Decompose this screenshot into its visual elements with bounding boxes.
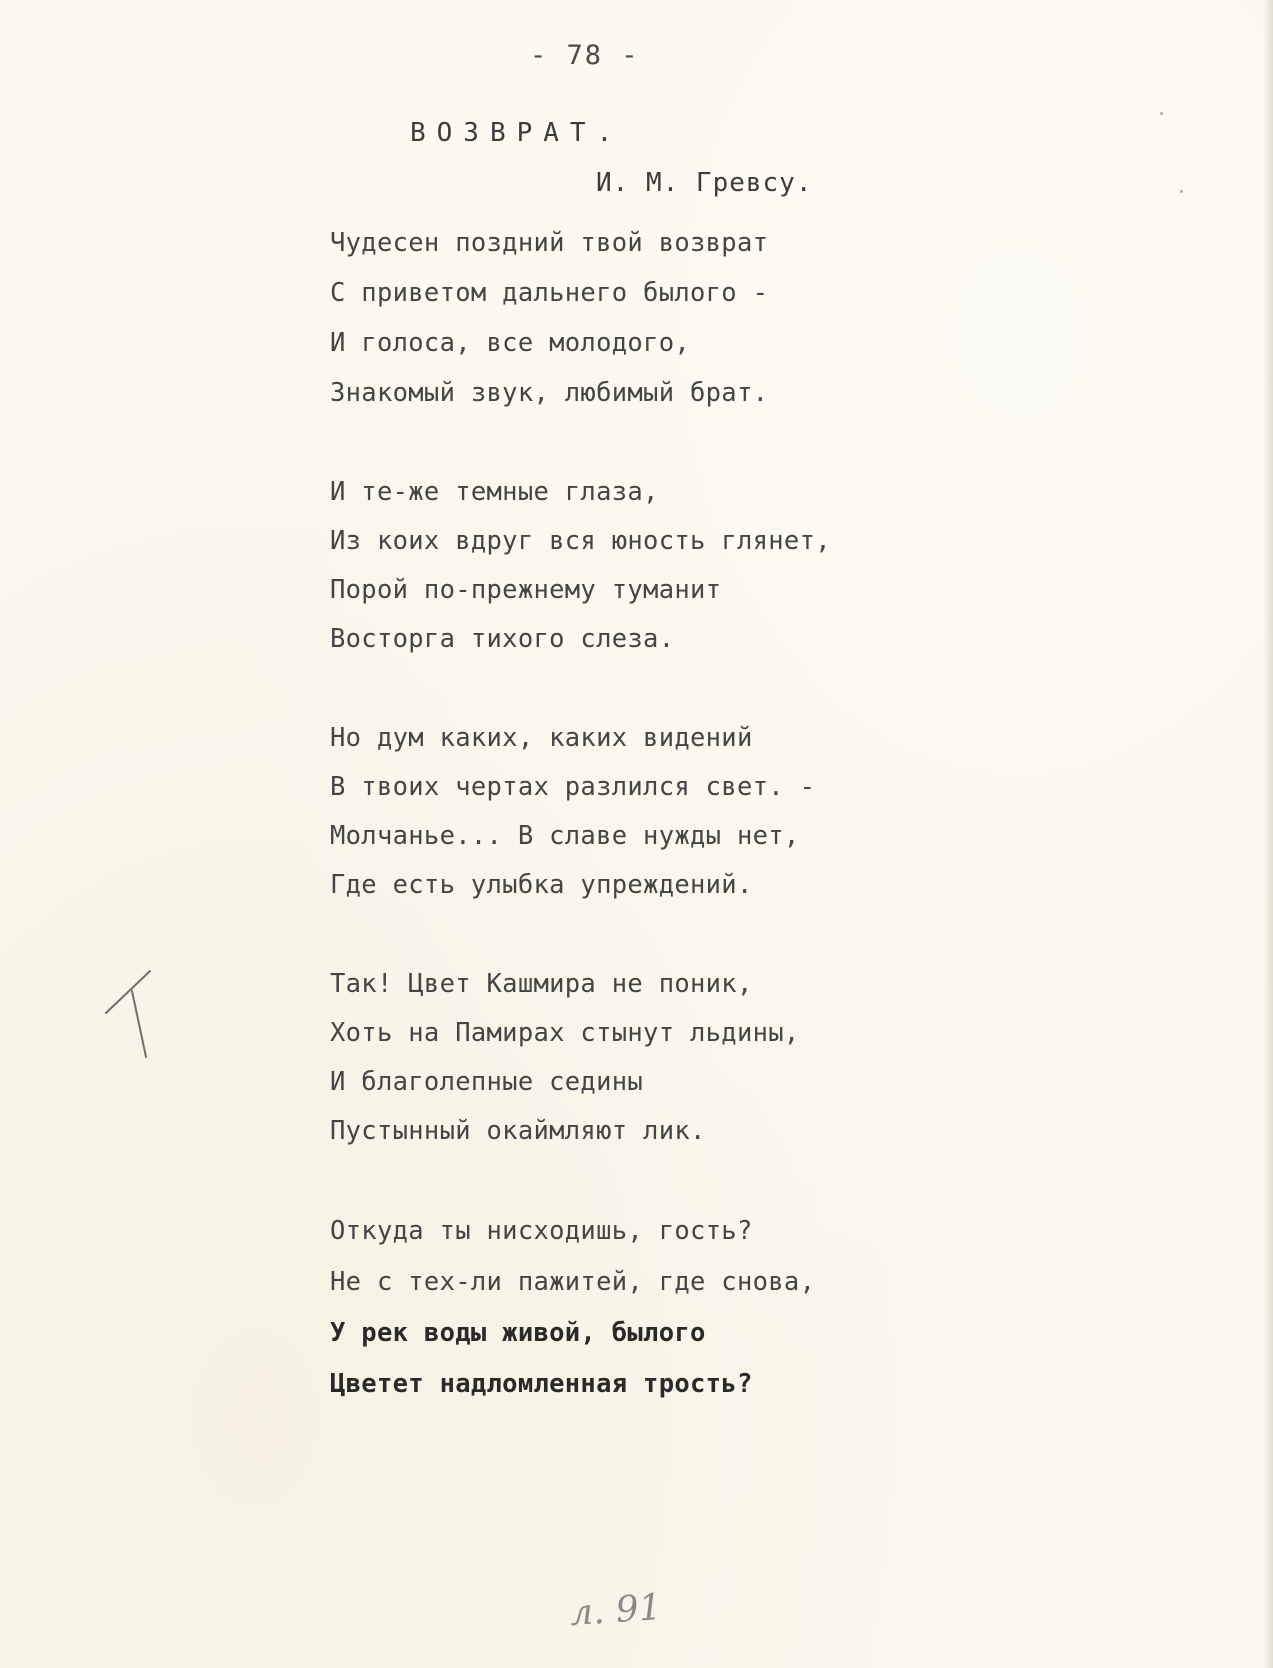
pencil-margin-mark-icon xyxy=(100,965,160,1065)
stanza xyxy=(330,714,1210,910)
poem-line: Пустынный окаймляют лик. xyxy=(330,1116,706,1146)
poem-line: Не с тех-ли пажитей, где снова, xyxy=(330,1267,816,1297)
poem-line: Откуда ты нисходишь, гость? xyxy=(330,1216,753,1246)
poem-line: Порой по-прежнему туманит xyxy=(330,575,722,605)
stanza xyxy=(330,218,1210,418)
poem-line: Знакомый звук, любимый брат. xyxy=(330,378,769,408)
archive-folio-mark: л. 91 xyxy=(568,1586,663,1635)
poem-line: И те-же темные глаза, xyxy=(330,477,659,507)
poem-title: ВОЗВРАТ. xyxy=(410,118,624,148)
poem-line: У рек воды живой, былого xyxy=(330,1318,706,1348)
poem-line: Чудесен поздний твой возврат xyxy=(330,228,769,258)
poem-line: С приветом дальнего былого - xyxy=(330,278,769,308)
poem-line: Из коих вдруг вся юность глянет, xyxy=(330,526,831,556)
stanza xyxy=(330,960,1210,1156)
page-number: - 78 - xyxy=(530,40,640,71)
stanza xyxy=(330,1206,1210,1410)
paper-speck xyxy=(1180,190,1183,193)
paper-speck xyxy=(1160,112,1163,115)
paper-edge-shadow xyxy=(1263,0,1273,1668)
poem-line: Молчанье... В славе нужды нет, xyxy=(330,821,800,851)
poem-line: И благолепные седины xyxy=(330,1067,644,1097)
poem-line: Но дум каких, каких видений xyxy=(330,723,753,753)
poem-line: Хоть на Памирах стынут льдины, xyxy=(330,1018,800,1048)
poem-line: В твоих чертах разлился свет. - xyxy=(330,772,816,802)
poem-line: Цветет надломленная трость? xyxy=(330,1369,753,1399)
poem-line: Восторга тихого слеза. xyxy=(330,624,675,654)
poem-dedication: И. М. Гревсу. xyxy=(596,168,813,198)
poem-body xyxy=(330,218,1210,1460)
poem-line: Так! Цвет Кашмира не поник, xyxy=(330,969,753,999)
poem-line: Где есть улыбка упреждений. xyxy=(330,870,753,900)
stanza xyxy=(330,468,1210,664)
poem-line: И голоса, все молодого, xyxy=(330,328,691,358)
